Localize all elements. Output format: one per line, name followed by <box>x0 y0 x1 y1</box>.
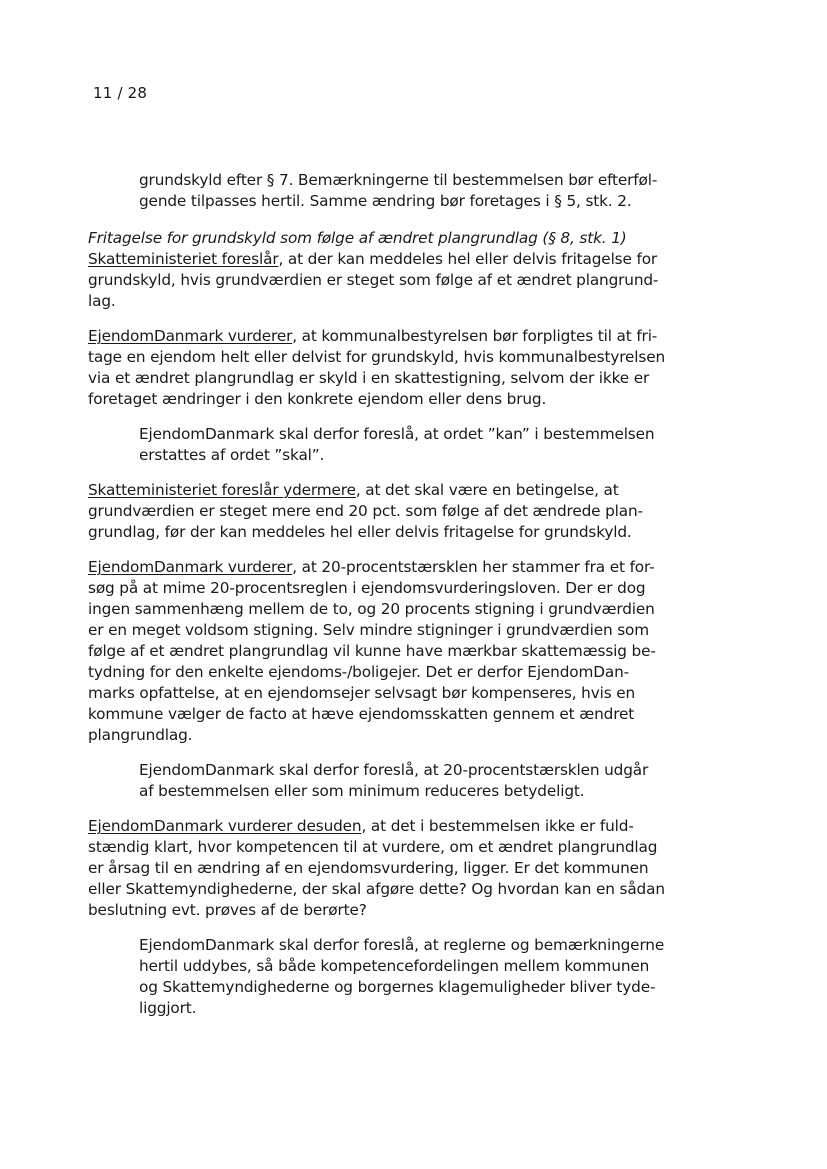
text-run: , at kommunalbestyrelsen bør forpligtes til at fri- <box>292 327 658 345</box>
text-line <box>88 326 673 347</box>
text-line <box>88 816 673 837</box>
text-line <box>88 249 673 270</box>
paragraph <box>88 228 673 312</box>
text-run: , at det skal være en betingelse, at <box>355 481 619 499</box>
text-line <box>88 662 673 683</box>
text-line <box>88 900 673 921</box>
text-line <box>88 347 673 368</box>
underlined-lead: EjendomDanmark vurderer <box>88 327 293 345</box>
text-run: søg på at mime 20-procentsreglen i ejendomsvurderingsloven. Der er dog <box>88 579 646 597</box>
text-line <box>88 578 673 599</box>
underlined-lead: EjendomDanmark vurderer <box>88 558 293 576</box>
underlined-lead: EjendomDanmark vurderer desuden <box>88 817 362 835</box>
text-run: er en meget voldsom stigning. Selv mindre stigninger i grundværdien som <box>88 621 650 639</box>
text-run: eller Skattemyndighederne, der skal afgøre dette? Og hvordan kan en sådan <box>88 880 665 898</box>
text-line <box>88 291 673 312</box>
text-run: og Skattemyndighederne og borgernes klagemuligheder bliver tyde- <box>139 978 656 996</box>
text-run: stændig klart, hvor kompetencen til at vurdere, om et ændret plangrundlag <box>88 838 658 856</box>
text-run: , at det i bestemmelsen ikke er fuld- <box>361 817 634 835</box>
text-line <box>88 599 673 620</box>
text-run: kommune vælger de facto at hæve ejendomsskatten gennem et ændret <box>88 705 635 723</box>
text-run: , at der kan meddeles hel eller delvis fritagelse for <box>278 250 658 268</box>
text-line <box>88 704 673 725</box>
page-number: 11 / 28 <box>93 84 148 102</box>
text-run: grundskyld efter § 7. Bemærkningerne til bestemmelsen bør efterføl- <box>139 171 658 189</box>
text-line <box>88 557 673 578</box>
indented-paragraph <box>88 170 673 212</box>
text-run: grundlag, før der kan meddeles hel eller delvis fritagelse for grundskyld. <box>88 523 632 541</box>
text-line <box>88 480 673 501</box>
text-line <box>88 725 673 746</box>
paragraph <box>88 326 673 410</box>
text-line <box>139 998 673 1019</box>
text-line <box>88 641 673 662</box>
text-line <box>139 781 673 802</box>
text-run: marks opfattelse, at en ejendomsejer selvsagt bør kompenseres, hvis en <box>88 684 636 702</box>
text-line <box>88 368 673 389</box>
text-line <box>88 228 673 249</box>
text-run: , at 20-procentstærsklen her stammer fra et for- <box>292 558 655 576</box>
text-run: lag. <box>88 292 116 310</box>
text-line <box>88 683 673 704</box>
underlined-lead: Skatteministeriet foreslår <box>88 250 279 268</box>
text-line <box>139 445 673 466</box>
document-body <box>88 170 673 1033</box>
text-line <box>88 858 673 879</box>
text-run: af bestemmelsen eller som minimum reduceres betydeligt. <box>139 782 585 800</box>
text-run: beslutning evt. prøves af de berørte? <box>88 901 367 919</box>
text-run: tage en ejendom helt eller delvist for grundskyld, hvis kommunalbestyrelsen <box>88 348 666 366</box>
section-heading: Fritagelse for grundskyld som følge af ændret plangrundlag (§ 8, stk. 1) <box>88 229 627 247</box>
text-run: erstattes af ordet ”skal”. <box>139 446 325 464</box>
paragraph <box>88 557 673 746</box>
text-run: tydning for den enkelte ejendoms-/boligejer. Det er derfor EjendomDan- <box>88 663 630 681</box>
text-line <box>139 935 673 956</box>
text-run: liggjort. <box>139 999 197 1017</box>
text-run: grundskyld, hvis grundværdien er steget som følge af et ændret plangrund- <box>88 271 659 289</box>
text-line <box>139 760 673 781</box>
indented-paragraph <box>88 760 673 802</box>
indented-paragraph <box>88 424 673 466</box>
text-run: grundværdien er steget mere end 20 pct. som følge af det ændrede plan- <box>88 502 643 520</box>
text-run: følge af et ændret plangrundlag vil kunne have mærkbar skattemæssig be- <box>88 642 656 660</box>
paragraph <box>88 480 673 543</box>
text-line <box>88 837 673 858</box>
text-run: gende tilpasses hertil. Samme ændring bør foretages i § 5, stk. 2. <box>139 192 632 210</box>
text-line <box>139 956 673 977</box>
text-run: hertil uddybes, så både kompetencefordelingen mellem kommunen <box>139 957 650 975</box>
text-run: via et ændret plangrundlag er skyld i en skattestigning, selvom der ikke er <box>88 369 650 387</box>
text-run: EjendomDanmark skal derfor foreslå, at reglerne og bemærkningerne <box>139 936 665 954</box>
text-run: plangrundlag. <box>88 726 193 744</box>
text-line <box>139 170 673 191</box>
text-line <box>139 191 673 212</box>
text-line <box>88 389 673 410</box>
text-line <box>88 879 673 900</box>
indented-paragraph <box>88 935 673 1019</box>
text-run: ingen sammenhæng mellem de to, og 20 procents stigning i grundværdien <box>88 600 655 618</box>
text-run: foretaget ændringer i den konkrete ejendom eller dens brug. <box>88 390 547 408</box>
text-line <box>88 501 673 522</box>
text-line <box>88 620 673 641</box>
paragraph <box>88 816 673 921</box>
text-run: er årsag til en ændring af en ejendomsvurdering, ligger. Er det kommunen <box>88 859 649 877</box>
text-line <box>88 270 673 291</box>
text-run: EjendomDanmark skal derfor foreslå, at 20-procentstærsklen udgår <box>139 761 649 779</box>
underlined-lead: Skatteministeriet foreslår ydermere <box>88 481 356 499</box>
text-run: EjendomDanmark skal derfor foreslå, at ordet ”kan” i bestemmelsen <box>139 425 655 443</box>
text-line <box>139 977 673 998</box>
text-line <box>139 424 673 445</box>
text-line <box>88 522 673 543</box>
